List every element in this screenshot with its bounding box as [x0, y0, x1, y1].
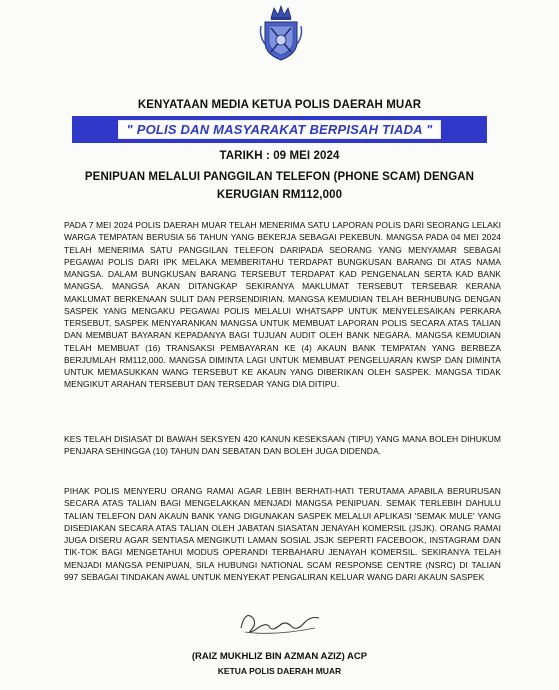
release-date: TARIKH : 09 MEI 2024 — [219, 150, 340, 162]
signatory-position: KETUA POLIS DAERAH MUAR — [217, 666, 342, 676]
subject-line-2: KERUGIAN RM112,000 — [216, 189, 343, 201]
press-release-title: KENYATAAN MEDIA KETUA POLIS DAERAH MUAR — [137, 99, 422, 111]
paragraph-advice: PIHAK POLIS MENYERU ORANG RAMAI AGAR LEBIH BERHATI-HATI TERUTAMA APABILA BERURUSAN SECARA ATAS TALIAN BAGI MENGELAKKAN MENJADI MANGSA PENIPUAN. SEMAK TERLEBIH DAHULU TALIAN TELEFON DAN AKAUN BANK YANG DIGUNAKAN SASPEK MELALUI APLIKASI 'SEMAK MULE' YANG DISEDIAKAN SECARA ATAS TALIAN OLEH JABATAN SIASATAN JENAYAH KOMERSIL (JSJK). ORANG RAMAI JUGA DISERU AGAR SENTIASA MENGIKUTI LAMAN SOSIAL JSJK SEPERTI FACEBOOK, INSTAGRAM DAN TIK-TOK BAGI MENGETAHUI MODUS OPERANDI TERBAHARU JENAYAH KOMERSIL. SEKIRANYA TELAH MENJADI MANGSA PENIPUAN, SILA HUBUNGI NATIONAL SCAM RESPONSE CENTRE (NSRC) DI TALIAN 997 SEBAGAI TINDAKAN AWAL UNTUK MENYEKAT PENGALIRAN KELUAR WANG DARI AKAUN SASPEK — [64, 486, 501, 582]
signatory-name: (RAIZ MUKHLIZ BIN AZMAN AZIZ) ACP — [191, 651, 368, 662]
paragraph-investigation: KES TELAH DISIASAT DI BAWAH SEKSYEN 420 KANUN KESEKSAAN (TIPU) YANG MANA BOLEH DIHUKUM PENJARA SEHINGGA (10) TAHUN DAN SEBATAN DAN BOLEH JUGA DIDENDA. — [64, 434, 501, 457]
slogan-text: " POLIS DAN MASYARAKAT BERPISAH TIADA " — [118, 120, 442, 139]
subject-line-1: PENIPUAN MELALUI PANGGILAN TELEFON (PHONE SCAM) DENGAN — [84, 171, 475, 183]
signature-icon — [235, 604, 325, 640]
slogan-banner — [72, 116, 487, 143]
police-crest-icon — [257, 4, 305, 62]
paragraph-incident: PADA 7 MEI 2024 POLIS DAERAH MUAR TELAH MENERIMA SATU LAPORAN POLIS DARI SEORANG LELAKI WARGA TEMPATAN BERUSIA 56 TAHUN YANG BEKERJA SEBAGAI PEKEBUN. MANGSA PADA 04 MEI 2024 TELAH MENERIMA SATU PANGGILAN TELEFON DARIPADA SEORANG YANG MENYAMAR SEBAGAI PEGAWAI POLIS DARI IPK MELAKA MEMBERITAHU TERDAPAT BUNGKUSAN BARANG DI ATAS NAMA MANGSA. DALAM BUNGKUSAN BARANG TERSEBUT TERDAPAT KAD PENGENALAN SERTA KAD BANK MANGSA. MANGSA AKAN DITANGKAP SEKIRANYA MAKLUMAT TERSEBUT TERSEBAR KERANA MAKLUMAT BERKENAAN SULIT DAN PERSENDIRIAN. MANGSA KEMUDIAN TELAH BERHUBUNG DENGAN SASPEK YANG MENGAKU PEGAWAI POLIS MELALUI WHATSAPP UNTUK MENYELESAIKAN PERKARA TERSEBUT, SASPEK MENYARANKAN MANGSA UNTUK MEMBUAT LAPORAN POLIS SECARA ATAS TALIAN DAN MEMBUAT BAYARAN KEPADANYA BAGI TUJUAN AUDIT OLEH BANK NEGARA. MANGSA KEMUDIAN TELAH MEMBUAT (16) TRANSAKSI PEMBAYARAN KE (4) AKAUN BANK TEMPATAN YANG BERBEZA BERJUMLAH RM112,000. MANGSA DIMINTA LAGI UNTUK MEMBUAT PENGELUARAN KWSP DAN DIMINTA UNTUK MEMASUKKAN WANG TERSEBUT KE AKAUN YANG DIBERIKAN OLEH SASPEK. MANGSA TIDAK MENGIKUT ARAHAN TERSEBUT DAN TERSEDAR YANG DIA DITIPU. — [64, 220, 501, 390]
